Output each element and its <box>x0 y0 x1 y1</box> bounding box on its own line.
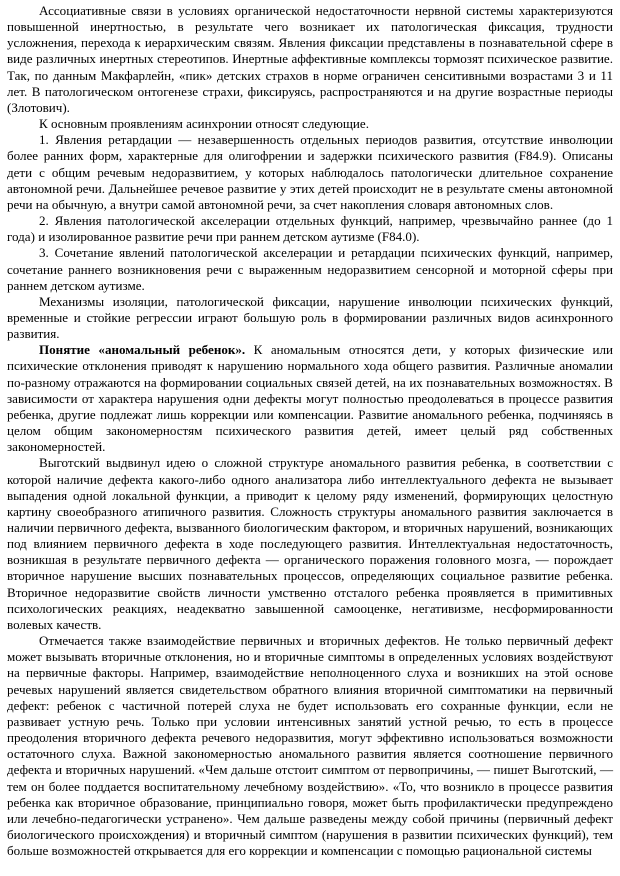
paragraph-mechanisms: Механизмы изоляции, патологической фиксации, нарушение инволюции психических функций, временные и стойкие регрессии играют большую роль в формировании различных видов асинхронного развития. <box>7 293 613 342</box>
document-page <box>7 3 613 859</box>
paragraph-vygotsky-structure: Выготский выдвинул идею о сложной структуре аномального развития ребенка, в соответствии с которой наличие дефекта какого-либо одного анализатора либо интеллектуального дефекта не вызывает выпадения одной локальной функции, а приводит к целому ряду изменений, формирующих целостную картину своеобразного атипичного развития. Сложность структуры аномального развития заключается в наличии первичного дефекта, вызванного биологическим фактором, и вторичных нарушений, возникающих под влиянием первичного дефекта в ходе последующего развития. Интеллектуальная недостаточность, возникшая в результате первичного дефекта — органического поражения головного мозга, — порождает вторичное нарушение высших познавательных процессов, определяющих социальное развитие ребенка. Вторичное недоразвитие свойств личности умственно отсталого ребенка проявляется в примитивных психологических реакциях, неадекватно завышенной самооценке, негативизме, несформированности волевых качеств. <box>7 455 613 632</box>
abnormal-child-definition: К аномальным относятся дети, у которых физические или психические отклонения приводят к нарушению нормального хода общего развития. Различные аномалии по-разному отражаются на формировании социальных связей детей, на их познавательных возможностях. В зависимости от характера нарушения одни дефекты могут полностью преодолеваться в процессе развития ребенка, другие подлежат лишь коррекции или компенсации. Развитие аномального ребенка, подчиняясь в целом общим закономерностям психического развития детей, имеет целый ряд собственных закономерностей. <box>7 342 613 455</box>
paragraph-primary-secondary: Отмечается также взаимодействие первичных и вторичных дефектов. Не только первичный дефект может вызывать вторичные отклонения, но и вторичные симптомы в определенных условиях воздействуют на первичные факторы. Например, взаимодействие неполноценного слуха и возникших на этой основе речевых нарушений является свидетельством обратного влияния вторичной симптоматики на первичный дефект: ребенок с частичной потерей слуха не будет использовать его сохранные функции, если не развивает устную речь. Только при условии интенсивных занятий устной речью, то есть в процессе преодоления вторичного дефекта речевого недоразвития, могут эффективно использоваться возможности остаточного слуха. Важной закономерностью аномального развития является соотношение первичного дефекта и вторичных нарушений. «Чем дальше отстоит симптом от первопричины, — пишет Выготский, — тем он более поддается воспитательному лечебному воздействию». «То, что возникло в процессе развития ребенка как вторичное образование, принципиально говоря, может быть профилактически предупреждено или лечебно-педагогически устранено». Чем дальше разведены между собой причины (первичный дефект биологического происхождения) и вторичный симптом (нарушения в развитии психических функций), тем больше возможностей открывается для его коррекции и компенсации с помощью рациональной системы <box>7 633 613 859</box>
paragraph-abnormal-child <box>7 342 613 455</box>
paragraph-acceleration: 2. Явления патологической акселерации отдельных функций, например, чрезвычайно раннее (до 1 года) и изолированное развитие речи при раннем детском аутизме (F84.0). <box>7 213 613 245</box>
paragraph-retardation: 1. Явления ретардации — незавершенность отдельных периодов развития, отсутствие инволюции более ранних форм, характерные для олигофрении и задержки психического развития (F84.9). Описаны дети с общим речевым недоразвитием, у которых наблюдалось патологически длительное сохранение автономной речи. Дальнейшее речевое развитие у этих детей происходит не в результате смены автономной речи на обычную, а внутри самой автономной речи, за счет накопления словаря автономных слов. <box>7 132 613 212</box>
paragraph-combination: 3. Сочетание явлений патологической акселерации и ретардации психических функций, например, сочетание раннего возникновения речи с выраженным недоразвитием сенсорной и моторной сферы при раннем детском аутизме. <box>7 245 613 293</box>
abnormal-child-term: Понятие «аномальный ребенок». <box>39 342 246 358</box>
paragraph-asynchrony-intro: К основным проявлениям асинхронии относят следующие. <box>39 116 369 132</box>
paragraph-associative-links: Ассоциативные связи в условиях органической недостаточности нервной системы характеризуются повышенной инертностью, в результате чего возникает их патологическая фиксация, трудности усложнения, перехода к иерархическим связям. Явления фиксации представлены в познавательной сфере в виде различных инертных стереотипов. Инертные аффективные комплексы тормозят психическое развитие. Так, по данным Макфарлейн, «пик» детских страхов в норме ограничен сенситивными возрастами 3 и 11 лет. В патологическом онтогенезе страхи, фиксируясь, распространяются и на другие возрастные периоды (Злотович). <box>7 3 613 115</box>
